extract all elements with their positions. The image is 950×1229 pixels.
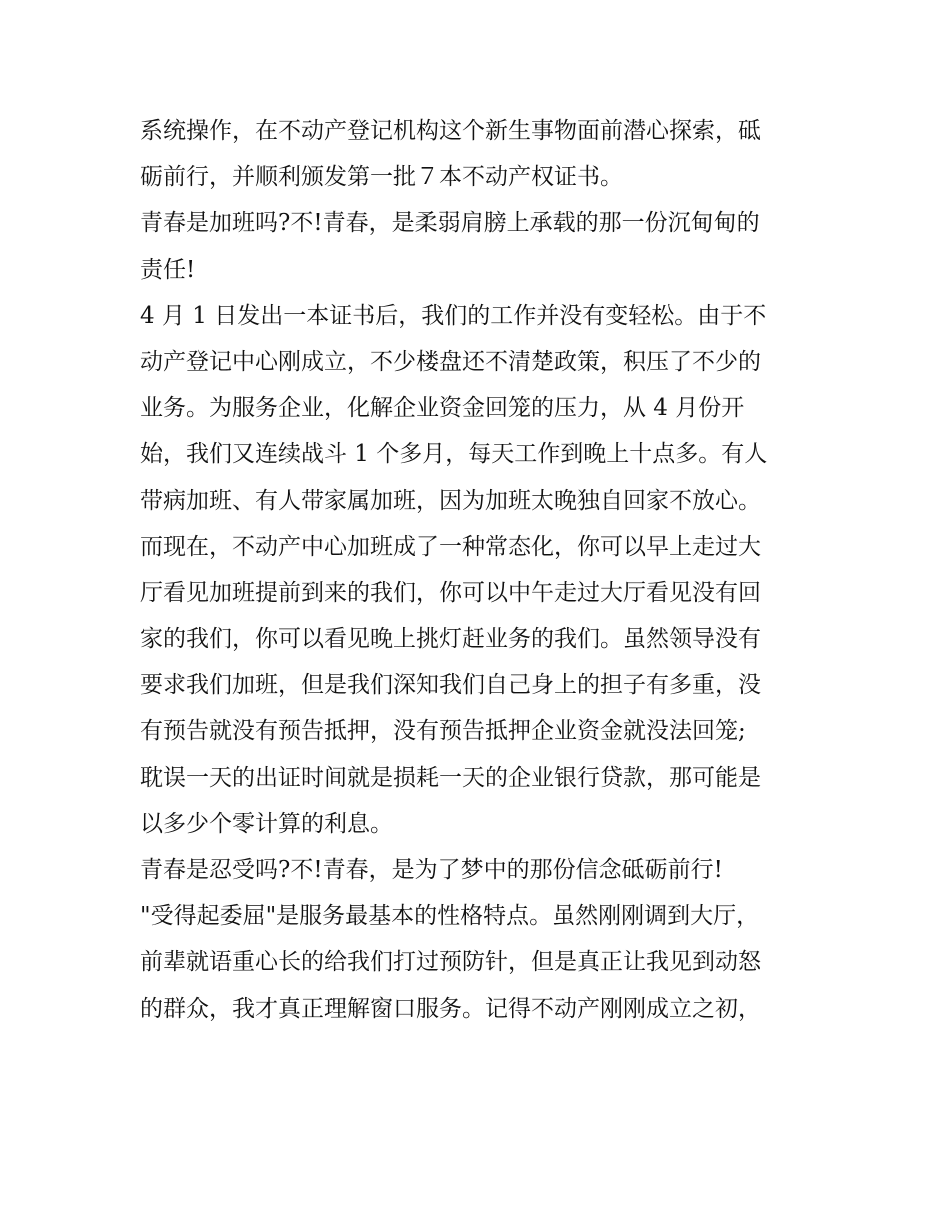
text-line: 厅看见加班提前到来的我们，你可以中午走过大厅看见没有回 [140, 579, 761, 606]
body-text [140, 108, 830, 1032]
text-line: 而现在，不动产中心加班成了一种常态化，你可以早上走过大 [140, 533, 761, 560]
text-line: 动产登记中心刚成立，不少楼盘还不清楚政策，积压了不少的 [140, 348, 761, 375]
text-line: 家的我们，你可以看见晚上挑灯赶业务的我们。虽然领导没有 [140, 626, 761, 653]
text-line: 耽误一天的出证时间就是损耗一天的企业银行贷款，那可能是 [140, 764, 761, 791]
text-line: 责任! [140, 256, 196, 283]
text-line: "受得起委屈"是服务最基本的性格特点。虽然刚刚调到大厅， [140, 903, 760, 930]
text-line: 前辈就语重心长的给我们打过预防针，但是真正让我见到动怒 [140, 949, 761, 976]
text-line: 4 月 1 日发出一本证书后，我们的工作并没有变轻松。由于不 [140, 302, 767, 329]
text-line: 的群众，我才真正理解窗口服务。记得不动产刚刚成立之初， [140, 995, 761, 1022]
text-line: 砺前行，并顺利颁发第一批７本不动产权证书。 [140, 164, 623, 191]
text-line: 青春是加班吗?不!青春，是柔弱肩膀上承载的那一份沉甸甸的 [140, 210, 760, 237]
text-line: 带病加班、有人带家属加班，因为加班太晚独自回家不放心。 [140, 487, 761, 514]
text-line: 要求我们加班，但是我们深知我们自己身上的担子有多重，没 [140, 672, 761, 699]
text-line: 始，我们又连续战斗 1 个多月，每天工作到晚上十点多。有人 [140, 441, 768, 468]
text-line: 系统操作，在不动产登记机构这个新生事物面前潜心探索，砥 [140, 118, 761, 144]
text-line: 业务。为服务企业，化解企业资金回笼的压力，从 4 月份开 [140, 395, 745, 422]
text-line: 有预告就没有预告抵押，没有预告抵押企业资金就没法回笼; [140, 718, 746, 745]
text-line: 青春是忍受吗?不!青春，是为了梦中的那份信念砥砺前行! [140, 857, 723, 883]
text-line: 以多少个零计算的利息。 [140, 810, 393, 837]
